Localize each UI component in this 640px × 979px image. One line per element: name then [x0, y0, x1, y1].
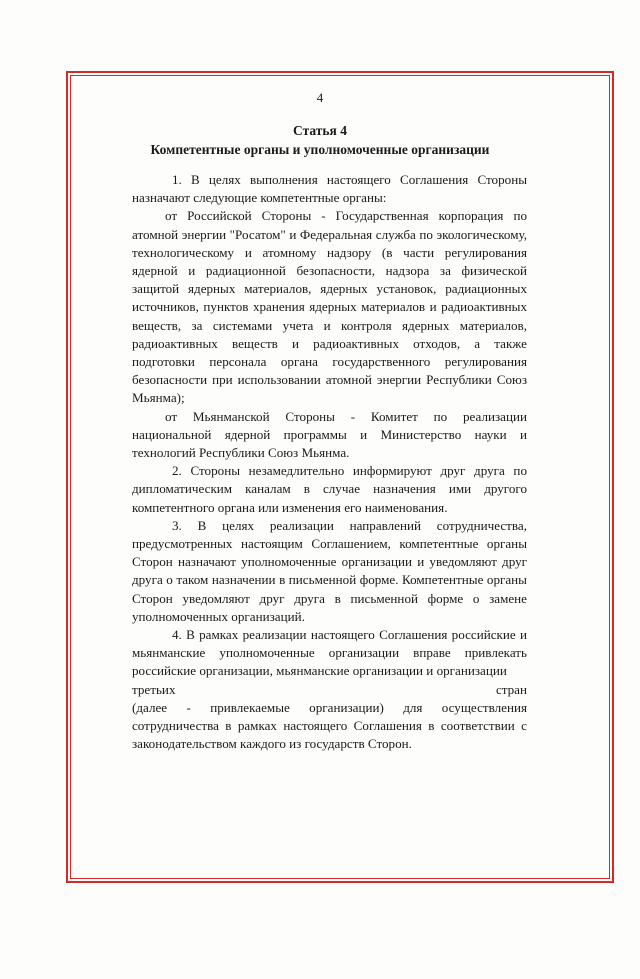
article-subheading: Компетентные органы и уполномоченные организации — [150, 142, 490, 157]
paragraph-1-russia: от Российской Стороны - Государственная корпорация по атомной энергии "Росатом" и Федеральная служба по экологическому, технологическому и атомному надзору (в части регулирования ядерной и радиационной безопасности, надзора за физической защитой ядерных материалов, ядерных установок, радиационных источников, пунктов хранения ядерных материалов и радиоактивных веществ, за системами учета и контроля ядерных материалов, радиоактивных веществ и радиоактивных отходов, а также подготовки персонала органа государственного регулирования безопасности при использовании атомной энергии Республики Союз Мьянма); — [132, 208, 527, 406]
paragraph-4-start: 4. В рамках реализации настоящего Соглашения российские и мьянманские уполномоченные организации вправе привлекать российские организации, мьянманские организации и организации — [132, 627, 527, 679]
page-number: 4 — [316, 90, 324, 105]
article-title — [0, 121, 640, 159]
article-body — [132, 171, 527, 754]
paragraph-3: 3. В целях реализации направлений сотрудничества, предусмотренных настоящим Соглашением, компетентные органы Сторон назначают уполномоченные организации и уведомляют друг друга о таком назначении в письменной форме. Компетентные органы Сторон уведомляют друг друга в письменной форме о замене уполномоченных организаций. — [132, 517, 527, 624]
paragraph-4-gap-left: третьих — [132, 681, 176, 697]
paragraph-4-gap-row — [132, 681, 527, 699]
paragraph-1-myanmar: от Мьянманской Стороны - Комитет по реализации национальной ядерной программы и Министерство науки и технологий Республики Союз Мьянма. — [132, 408, 527, 461]
paragraph-1-intro: 1. В целях выполнения настоящего Соглашения Стороны назначают следующие компетентные органы: — [132, 172, 527, 206]
paragraph-4-gap-right: стран — [495, 681, 527, 697]
article-heading: Статья 4 — [293, 123, 347, 138]
paragraph-4-end: (далее - привлекаемые организации) для осуществления сотрудничества в рамках настоящего Соглашения в соответствии с законодательством каждого из государств Сторон. — [132, 699, 527, 752]
paragraph-2: 2. Стороны незамедлительно информируют друг друга по дипломатическим каналам в случае назначения ими другого компетентного органа или изменения его наименования. — [132, 463, 527, 515]
